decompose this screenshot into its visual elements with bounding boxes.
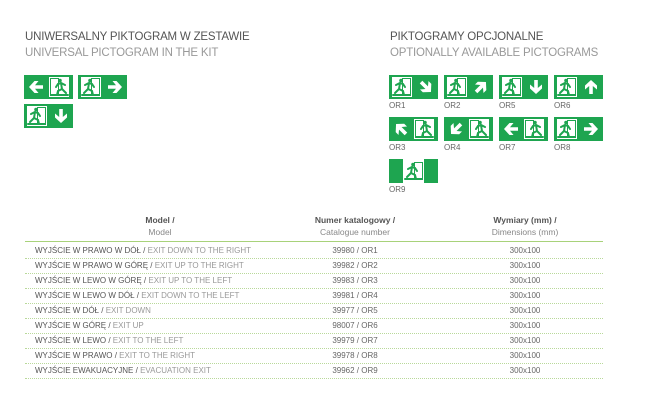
- optional-sign-or8: [554, 117, 603, 141]
- running-man-icon: [404, 161, 424, 181]
- dimensions: 300x100: [509, 246, 541, 255]
- optional-subtitle: OPTIONALLY AVAILABLE PICTOGRAMS: [390, 47, 599, 59]
- table-row: [25, 348, 603, 364]
- dimensions: 300x100: [509, 366, 541, 375]
- model-name: WYJŚCIE W LEWO W GÓRĘ / EXIT UP TO THE LEFT: [35, 276, 233, 285]
- optional-sign-or2: [444, 75, 493, 99]
- table-row: [25, 363, 603, 379]
- table-row: [25, 258, 603, 274]
- sign-label: OR9: [389, 185, 406, 194]
- optional-sign-or9: [389, 159, 438, 183]
- header-divider: [25, 241, 603, 242]
- kit-sign: [24, 104, 73, 128]
- header-model: Model / Model: [145, 215, 175, 237]
- catalogue-number: 39962 / OR9: [332, 366, 378, 375]
- dimensions: 300x100: [509, 291, 541, 300]
- optional-sign-or6: [554, 75, 603, 99]
- table-row: [25, 303, 603, 319]
- optional-sign-or4: [444, 117, 493, 141]
- dimensions: 300x100: [509, 276, 541, 285]
- sign-label: OR7: [499, 143, 516, 152]
- sign-label: OR6: [554, 101, 571, 110]
- catalogue-number: 39980 / OR1: [332, 246, 378, 255]
- catalogue-number: 39983 / OR3: [332, 276, 378, 285]
- running-man-icon: [27, 106, 47, 126]
- model-name: WYJŚCIE W LEWO W DÓŁ / EXIT DOWN TO THE LEFT: [35, 291, 240, 300]
- model-name: WYJŚCIE W PRAWO / EXIT TO THE RIGHT: [35, 351, 196, 360]
- table-row: [25, 288, 603, 304]
- model-name: WYJŚCIE W LEWO / EXIT TO THE LEFT: [35, 336, 184, 345]
- optional-sign-or7: [499, 117, 548, 141]
- sign-label: OR3: [389, 143, 406, 152]
- dimensions: 300x100: [509, 306, 541, 315]
- sign-label: OR8: [554, 143, 571, 152]
- kit-subtitle: UNIVERSAL PICTOGRAM IN THE KIT: [25, 47, 219, 59]
- optional-title: PIKTOGRAMY OPCJONALNE: [390, 31, 544, 43]
- catalogue-number: 39981 / OR4: [332, 291, 378, 300]
- running-man-icon: [557, 119, 577, 139]
- running-man-icon: [502, 77, 522, 97]
- optional-sign-or5: [499, 75, 548, 99]
- running-man-icon: [392, 77, 412, 97]
- catalogue-number: 98007 / OR6: [332, 321, 378, 330]
- dimensions: 300x100: [509, 321, 541, 330]
- catalogue-number: 39979 / OR7: [332, 336, 378, 345]
- sign-label: OR5: [499, 101, 516, 110]
- running-man-icon: [469, 119, 489, 139]
- optional-sign-or3: [389, 117, 438, 141]
- dimensions: 300x100: [509, 336, 541, 345]
- table-row: [25, 243, 603, 259]
- kit-sign: [78, 75, 127, 99]
- model-name: WYJŚCIE W PRAWO W GÓRĘ / EXIT UP TO THE RIGHT: [35, 261, 244, 270]
- model-name: WYJŚCIE W DÓŁ / EXIT DOWN: [35, 306, 151, 315]
- catalogue-number: 39982 / OR2: [332, 261, 378, 270]
- sign-label: OR4: [444, 143, 461, 152]
- running-man-icon: [524, 119, 544, 139]
- dimensions: 300x100: [509, 261, 541, 270]
- model-name: WYJŚCIE EWAKUACYJNE / EVACUATION EXIT: [35, 366, 211, 375]
- kit-sign: [24, 75, 73, 99]
- header-dimensions: Wymiary (mm) / Dimensions (mm): [491, 215, 559, 237]
- table-row: [25, 318, 603, 334]
- optional-sign-or1: [389, 75, 438, 99]
- running-man-icon: [81, 77, 101, 97]
- model-name: WYJŚCIE W PRAWO W DÓŁ / EXIT DOWN TO THE RIGHT: [35, 246, 252, 255]
- running-man-icon: [49, 77, 69, 97]
- model-name: WYJŚCIE W GÓRĘ / EXIT UP: [35, 321, 144, 330]
- table-row: [25, 273, 603, 289]
- catalogue-number: 39978 / OR8: [332, 351, 378, 360]
- sign-label: OR2: [444, 101, 461, 110]
- header-catalogue: Numer katalogowy / Catalogue number: [314, 215, 396, 237]
- running-man-icon: [557, 77, 577, 97]
- dimensions: 300x100: [509, 351, 541, 360]
- kit-title: UNIWERSALNY PIKTOGRAM W ZESTAWIE: [25, 31, 250, 43]
- table-row: [25, 333, 603, 349]
- running-man-icon: [447, 77, 467, 97]
- running-man-icon: [414, 119, 434, 139]
- catalogue-number: 39977 / OR5: [332, 306, 378, 315]
- sign-label: OR1: [389, 101, 406, 110]
